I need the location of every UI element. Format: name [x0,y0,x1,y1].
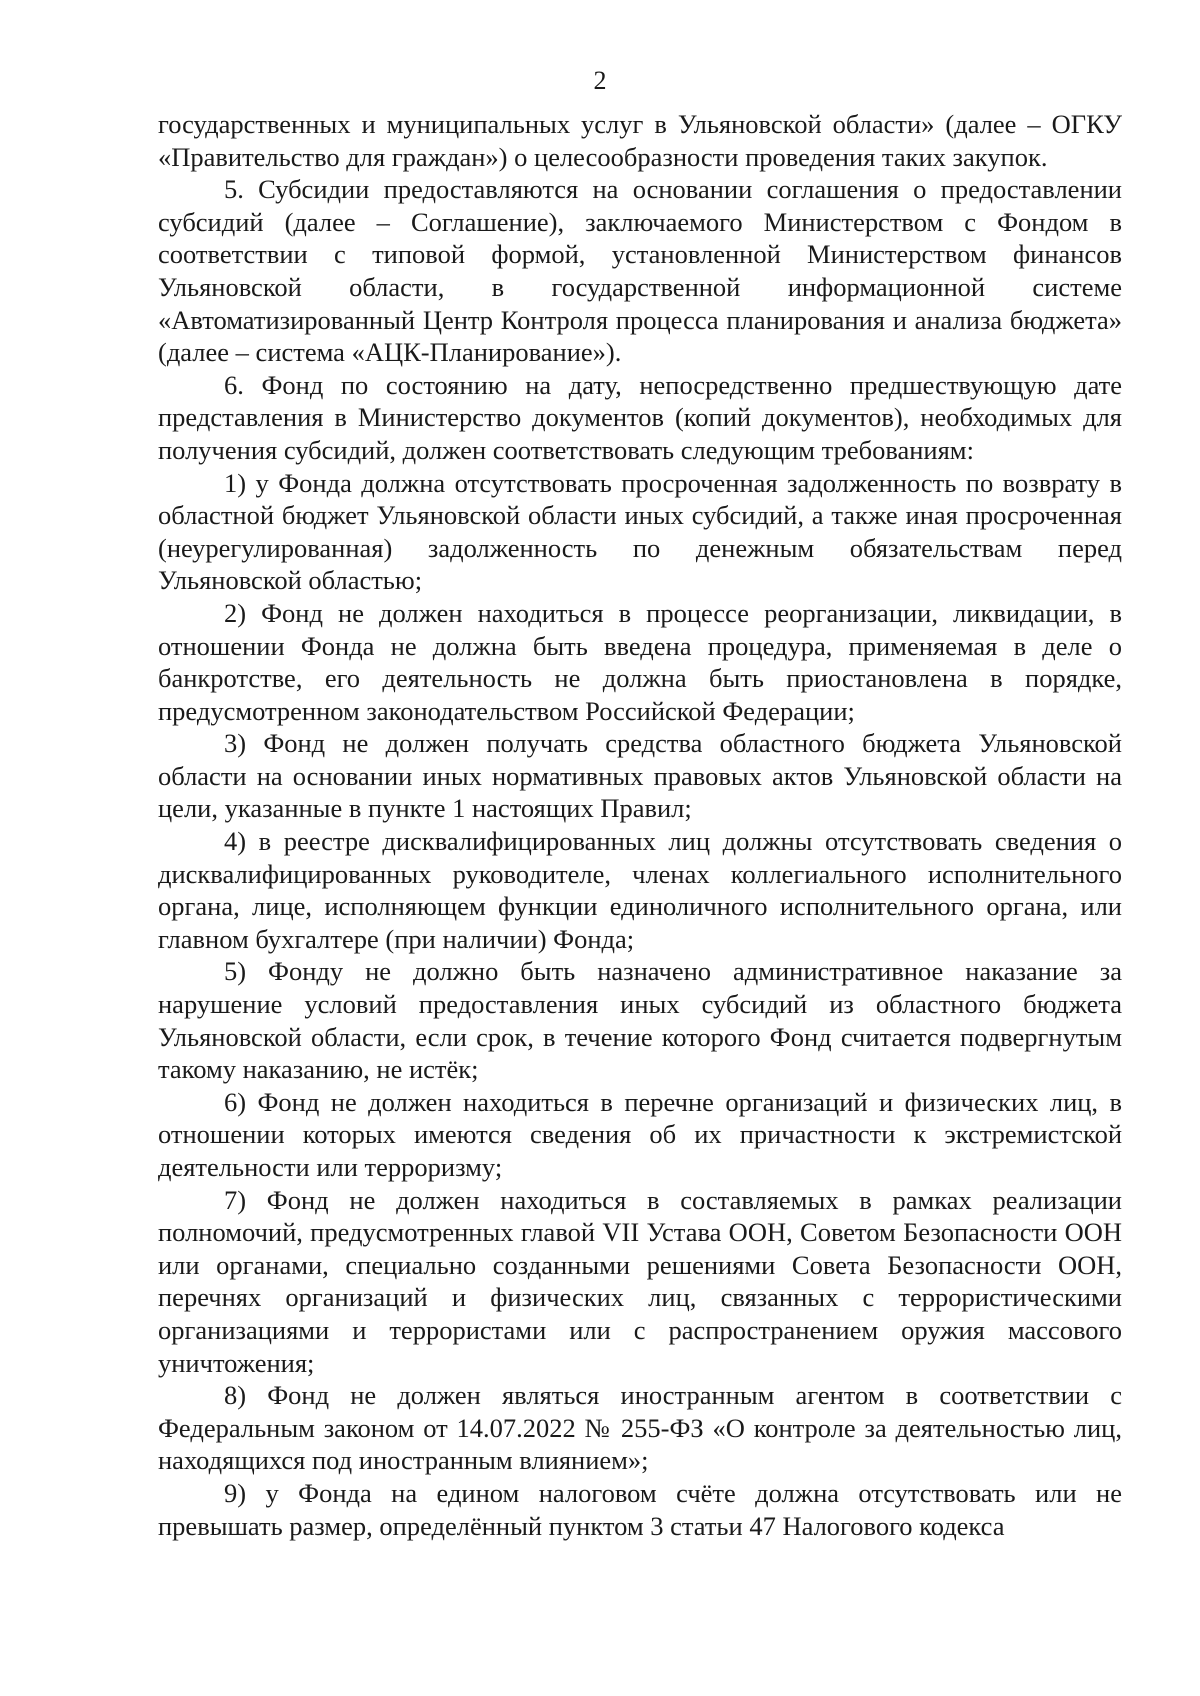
paragraph-item-6: 6. Фонд по состоянию на дату, непосредственно предшествующую дате представления в Министерство документов (копий документов), необходимых для получения субсидий, должен соответствовать следующим требованиям: [158,369,1122,465]
requirement-9: 9) у Фонда на едином налоговом счёте должна отсутствовать или не превышать размер, определённый пунктом 3 статьи 47 Налогового кодекса [158,1477,1122,1541]
paragraph-continuation: государственных и муниципальных услуг в Ульяновской области» (далее – ОГКУ «Правительство для граждан») о целесообразности проведения таких закупок. [158,109,1122,172]
page-number: 2 [593,66,607,95]
requirement-6: 6) Фонд не должен находиться в перечне организаций и физических лиц, в отношении которых имеются сведения об их причастности к экстремистской деятельности или терроризму; [158,1086,1122,1182]
requirement-8: 8) Фонд не должен являться иностранным агентом в соответствии с Федеральным законом от 14.07.2022 № 255-ФЗ «О контроле за деятельностью лиц, находящихся под иностранным влиянием»; [158,1380,1122,1476]
document-body [158,108,1122,1542]
requirement-5: 5) Фонду не должно быть назначено административное наказание за нарушение условий предоставления иных субсидий из областного бюджета Ульяновской области, если срок, в течение которого Фонд считается подвергнутым такому наказанию, не истёк; [158,956,1122,1085]
requirement-7: 7) Фонд не должен находиться в составляемых в рамках реализации полномочий, предусмотренных главой VII Устава ООН, Советом Безопасности ООН или органами, специально созданными решениями Совета Безопасности ООН, перечнях организаций и физических лиц, связанных с террористическими организациями и террористами или с распространением оружия массового уничтожения; [158,1184,1122,1378]
paragraph-item-5: 5. Субсидии предоставляются на основании соглашения о предоставлении субсидий (далее – Соглашение), заключаемого Министерством с Фондом в соответствии с типовой формой, установленной Министерством финансов Ульяновской области, в государственной информационной системе «Автоматизированный Центр Контроля процесса планирования и анализа бюджета» (далее – система «АЦК-Планирование»). [158,174,1122,368]
requirement-3: 3) Фонд не должен получать средства областного бюджета Ульяновской области на основании иных нормативных правовых актов Ульяновской области на цели, указанные в пункте 1 настоящих Правил; [158,728,1122,824]
requirement-1: 1) у Фонда должна отсутствовать просроченная задолженность по возврату в областной бюджет Ульяновской области иных субсидий, а также иная просроченная (неурегулированная) задолженность по денежным обязательствам перед Ульяновской областью; [158,467,1122,596]
requirement-4: 4) в реестре дисквалифицированных лиц должны отсутствовать сведения о дисквалифицированных руководителе, членах коллегиального исполнительного органа, лице, исполняющем функции единоличного исполнительного органа, или главном бухгалтере (при наличии) Фонда; [158,826,1122,954]
requirement-2: 2) Фонд не должен находиться в процессе реорганизации, ликвидации, в отношении Фонда не должна быть введена процедура, применяемая в деле о банкротстве, его деятельность не должна быть приостановлена в порядке, предусмотренном законодательством Российской Федерации; [158,597,1122,726]
